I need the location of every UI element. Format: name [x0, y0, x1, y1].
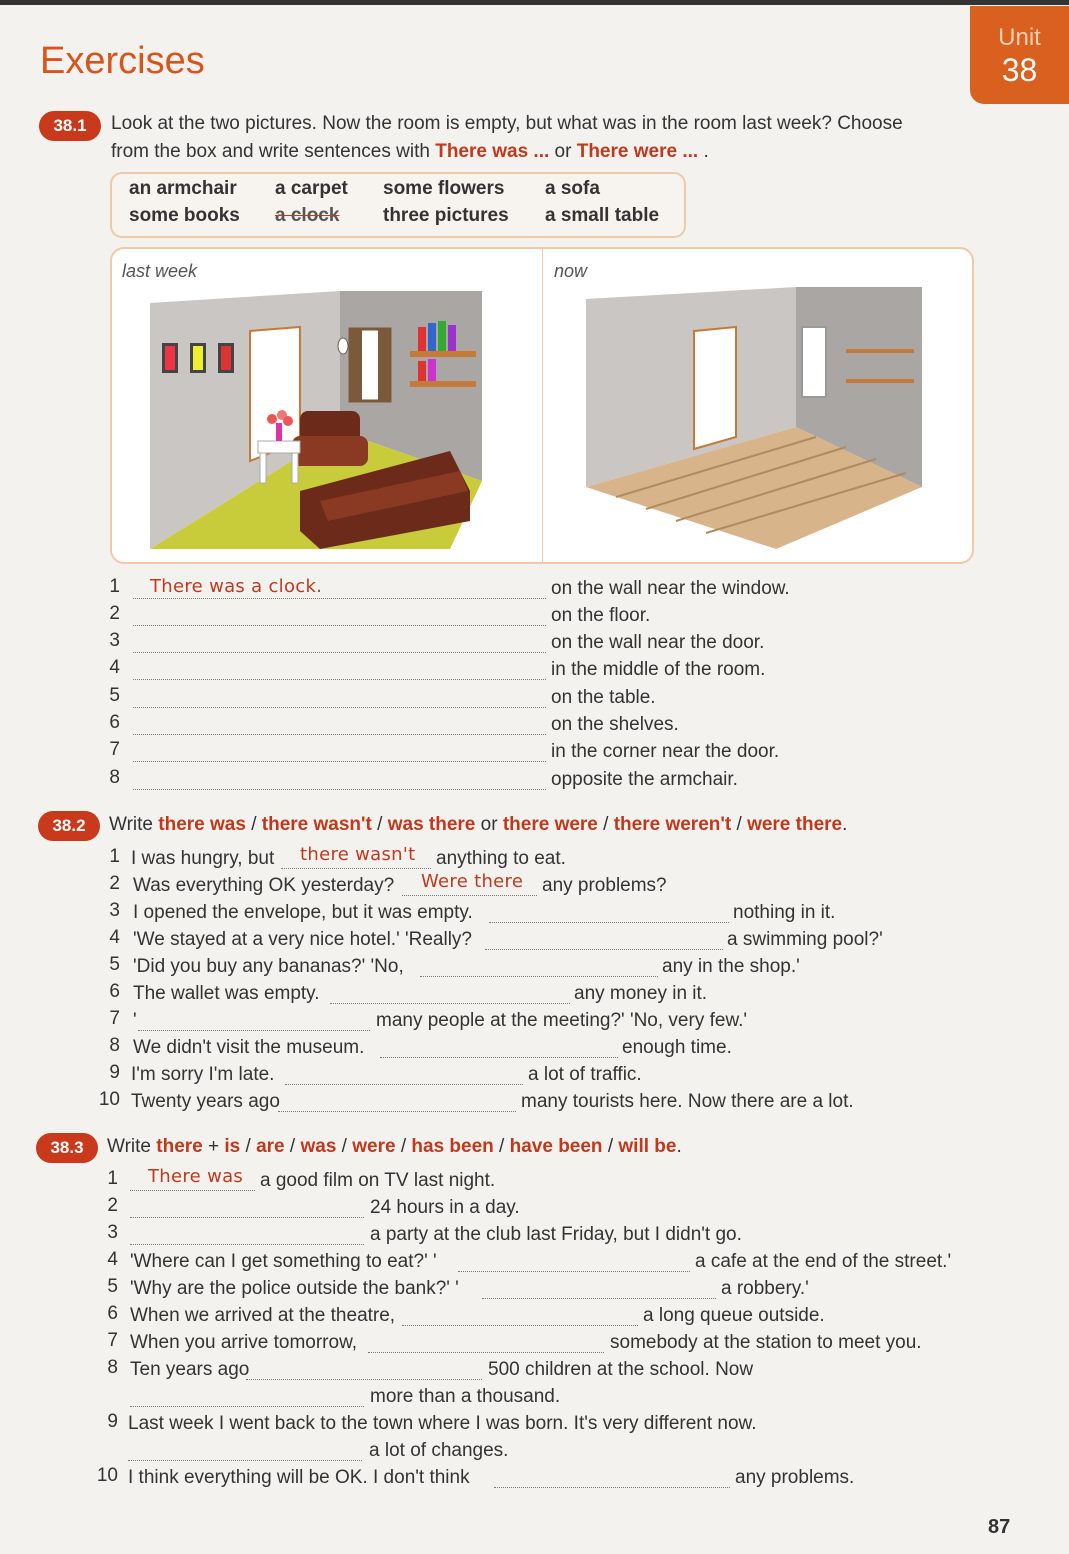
ex1-example-answer: There was a clock. — [150, 576, 323, 597]
item-text: in the middle of the room. — [551, 659, 766, 680]
ex3-plus: + — [202, 1136, 225, 1157]
ex3-slash: / — [336, 1136, 353, 1157]
ex2-term: there was — [158, 814, 246, 835]
item-text: a good film on TV last night. — [260, 1170, 496, 1191]
item-number: 4 — [109, 657, 120, 678]
answer-blank[interactable] — [133, 605, 546, 626]
ex2-term: there wasn't — [261, 814, 372, 835]
item-number: 3 — [107, 1222, 118, 1243]
item-number: 10 — [96, 1465, 118, 1486]
item-number: 5 — [107, 1276, 118, 1297]
ex1-there-were: There were ... — [576, 141, 699, 162]
ex3-slash: / — [284, 1136, 301, 1157]
item-text: more than a thousand. — [370, 1386, 561, 1407]
item-number: 7 — [109, 739, 120, 760]
item-text: on the table. — [551, 687, 656, 708]
answer-blank[interactable] — [133, 741, 546, 762]
answer-blank[interactable] — [482, 1278, 716, 1299]
answer-blank[interactable] — [485, 929, 723, 950]
ex2-slash: / — [731, 814, 748, 835]
answer-blank[interactable] — [285, 1064, 523, 1085]
item-text: I opened the envelope, but it was empty. — [133, 902, 473, 923]
room-last-week-illustration — [150, 291, 482, 549]
room-now-illustration — [586, 287, 922, 549]
ex3-term: is — [224, 1136, 241, 1157]
ex2-slash: / — [597, 814, 614, 835]
ex3-term: have been — [509, 1136, 603, 1157]
ex3-term: will be — [618, 1136, 677, 1157]
item-text: When we arrived at the theatre, — [130, 1305, 396, 1326]
answer-blank[interactable] — [133, 714, 546, 735]
answer-blank[interactable] — [130, 1224, 364, 1245]
item-text: When you arrive tomorrow, — [130, 1332, 358, 1353]
answer-blank[interactable] — [458, 1251, 690, 1272]
pic-label-now: now — [554, 261, 588, 281]
unit-label: Unit — [998, 24, 1041, 51]
ex1-instruction-line1: Look at the two pictures. Now the room is empty, but what was in the room last week? Choose — [111, 113, 903, 134]
item-text: a swimming pool?' — [727, 929, 883, 950]
item-number: 6 — [109, 712, 120, 733]
ex2-slash: / — [371, 814, 388, 835]
item-number: 10 — [98, 1089, 120, 1110]
ex3-slash: / — [602, 1136, 619, 1157]
pictures-divider — [542, 249, 543, 562]
item-text: a lot of changes. — [369, 1440, 509, 1461]
item-text: We didn't visit the museum. — [133, 1037, 365, 1058]
item-text: a party at the club last Friday, but I didn't go. — [370, 1224, 742, 1245]
word-item: a sofa — [545, 178, 600, 199]
ex2-term: were there — [747, 814, 843, 835]
ex3-term: were — [352, 1136, 396, 1157]
answer-blank[interactable] — [330, 983, 570, 1004]
item-number: 9 — [107, 1411, 118, 1432]
answer-blank[interactable] — [489, 902, 729, 923]
item-text: any problems. — [735, 1467, 855, 1488]
item-text: nothing in it. — [733, 902, 836, 923]
ex1-instruction-line2: from the box and write sentences with — [111, 141, 436, 162]
word-item: an armchair — [129, 178, 237, 199]
item-text: on the floor. — [551, 605, 651, 626]
answer-blank[interactable] — [380, 1037, 618, 1058]
item-number: 5 — [109, 954, 120, 975]
answer-blank[interactable] — [278, 1091, 516, 1112]
item-number: 2 — [107, 1195, 118, 1216]
answer-blank[interactable] — [133, 769, 546, 790]
item-number: 3 — [109, 630, 120, 651]
ex1-instruction — [111, 110, 971, 166]
word-item-crossed-out: a clock — [275, 205, 340, 226]
item-text: many people at the meeting?' 'No, very few.' — [376, 1010, 748, 1031]
item-text: on the shelves. — [551, 714, 679, 735]
ex3-write: Write — [107, 1136, 157, 1157]
item-number: 1 — [109, 846, 120, 867]
item-number: 7 — [109, 1008, 120, 1029]
answer-blank[interactable] — [420, 956, 658, 977]
item-number: 6 — [109, 981, 120, 1002]
ex1-end: . — [698, 141, 709, 162]
item-number: 3 — [109, 900, 120, 921]
ex1-there-was: There was ... — [435, 141, 550, 162]
item-text: many tourists here. Now there are a lot. — [521, 1091, 854, 1112]
item-answer: There was — [148, 1166, 244, 1187]
ex2-term: there were — [502, 814, 598, 835]
item-text: Was everything OK yesterday? — [133, 875, 395, 896]
item-number: 6 — [107, 1303, 118, 1324]
ex3-term: was — [300, 1136, 337, 1157]
item-text: 'Did you buy any bananas?' 'No, — [133, 956, 404, 977]
ex3-slash: / — [395, 1136, 412, 1157]
ex2-write: Write — [109, 814, 159, 835]
item-text: Twenty years ago — [131, 1091, 280, 1112]
item-text: The wallet was empty. — [133, 983, 320, 1004]
ex3-slash: / — [240, 1136, 257, 1157]
ex3-instruction — [107, 1133, 682, 1161]
ex3-term: has been — [411, 1136, 494, 1157]
exercise-badge-38-2: 38.2 — [38, 811, 100, 841]
word-item: some books — [129, 205, 240, 226]
item-text: on the wall near the door. — [551, 632, 765, 653]
item-text: ' — [133, 1010, 137, 1031]
word-item: some flowers — [383, 178, 505, 199]
item-answer: there wasn't — [300, 844, 416, 865]
item-text: I'm sorry I'm late. — [131, 1064, 275, 1085]
answer-blank[interactable] — [138, 1010, 370, 1031]
ex3-end: . — [676, 1136, 682, 1157]
ex3-slash: / — [493, 1136, 510, 1157]
exercise-badge-38-3: 38.3 — [36, 1133, 98, 1163]
unit-number: 38 — [1001, 52, 1038, 88]
answer-blank[interactable] — [133, 578, 546, 599]
top-rule — [0, 0, 1069, 5]
item-text: any problems? — [542, 875, 667, 896]
answer-blank[interactable] — [130, 1386, 364, 1407]
answer-blank[interactable] — [402, 1305, 638, 1326]
word-item: a small table — [545, 205, 660, 226]
word-box — [110, 172, 686, 238]
item-text: I was hungry, but — [131, 848, 275, 869]
item-text: any money in it. — [574, 983, 708, 1004]
exercise-badge-38-1: 38.1 — [39, 111, 101, 141]
item-text: enough time. — [622, 1037, 732, 1058]
item-text: on the wall near the window. — [551, 578, 790, 599]
item-text: 'Why are the police outside the bank?' ' — [130, 1278, 459, 1299]
item-text: Ten years ago — [130, 1359, 250, 1380]
answer-blank[interactable] — [494, 1467, 730, 1488]
item-text: 24 hours in a day. — [370, 1197, 520, 1218]
word-item: a carpet — [275, 178, 348, 199]
item-text: Last week I went back to the town where I was born. It's very different now. — [128, 1413, 757, 1434]
item-number: 1 — [107, 1168, 118, 1189]
ex3-term: are — [256, 1136, 285, 1157]
item-text: opposite the armchair. — [551, 769, 738, 790]
item-number: 2 — [109, 873, 120, 894]
item-number: 9 — [109, 1062, 120, 1083]
ex2-end: . — [842, 814, 848, 835]
answer-blank[interactable] — [133, 659, 546, 680]
answer-blank[interactable] — [128, 1440, 362, 1461]
pic-label-last-week: last week — [122, 261, 198, 281]
item-text: a lot of traffic. — [528, 1064, 642, 1085]
item-answer: Were there — [421, 871, 524, 892]
item-number: 7 — [107, 1330, 118, 1351]
ex2-slash: / — [245, 814, 262, 835]
page-number: 87 — [988, 1516, 1011, 1538]
item-text: 500 children at the school. Now — [488, 1359, 754, 1380]
item-number: 2 — [109, 603, 120, 624]
item-number: 4 — [109, 927, 120, 948]
ex3-there: there — [156, 1136, 203, 1157]
item-text: in the corner near the door. — [551, 741, 780, 762]
answer-blank[interactable] — [246, 1359, 482, 1380]
ex2-term: was there — [387, 814, 476, 835]
ex2-instruction — [109, 811, 847, 839]
answer-blank[interactable] — [133, 687, 546, 708]
item-number: 4 — [107, 1249, 118, 1270]
item-text: a robbery.' — [721, 1278, 809, 1299]
item-text: 'We stayed at a very nice hotel.' 'Really? — [133, 929, 472, 950]
word-item: three pictures — [383, 205, 509, 226]
item-text: somebody at the station to meet you. — [610, 1332, 922, 1353]
unit-tab — [970, 6, 1069, 104]
item-number: 5 — [109, 685, 120, 706]
item-number: 1 — [109, 576, 120, 597]
item-text: any in the shop.' — [662, 956, 800, 977]
item-text: a long queue outside. — [643, 1305, 825, 1326]
ex2-term: there weren't — [613, 814, 732, 835]
answer-blank[interactable] — [133, 632, 546, 653]
ex2-or: or — [475, 814, 503, 835]
ex1-or: or — [549, 141, 577, 162]
item-text: a cafe at the end of the street.' — [695, 1251, 952, 1272]
answer-blank[interactable] — [130, 1197, 364, 1218]
item-number: 8 — [109, 1035, 120, 1056]
pictures-frame — [110, 247, 974, 564]
item-number: 8 — [109, 767, 120, 788]
page-title: Exercises — [40, 40, 205, 82]
answer-blank[interactable] — [368, 1332, 604, 1353]
item-text: I think everything will be OK. I don't think — [128, 1467, 470, 1488]
item-text: 'Where can I get something to eat?' ' — [130, 1251, 437, 1272]
item-number: 8 — [107, 1357, 118, 1378]
item-text: anything to eat. — [436, 848, 566, 869]
